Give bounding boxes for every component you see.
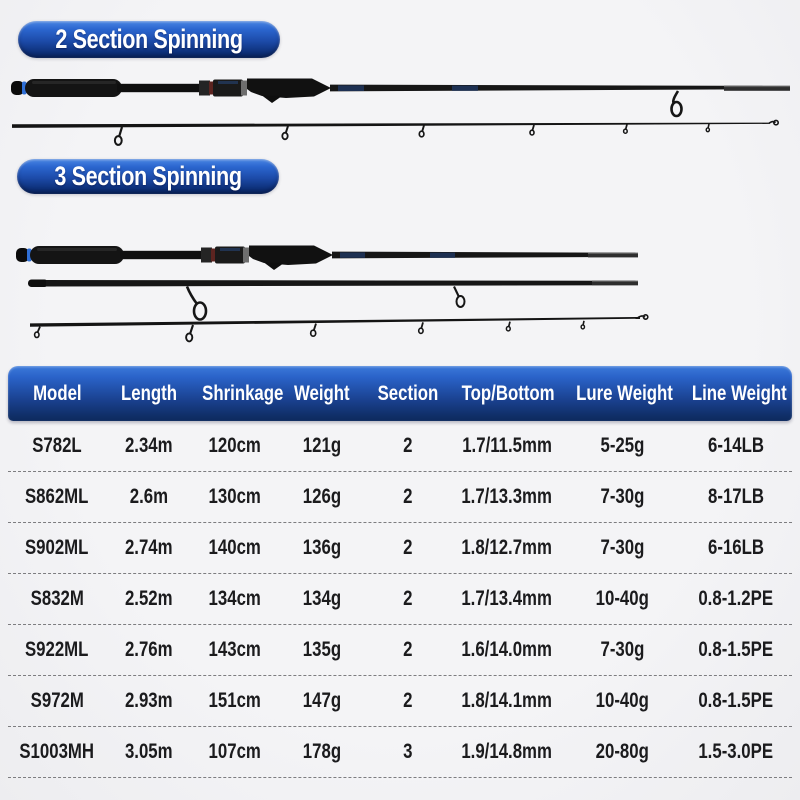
table-cell: 0.8-1.2PE xyxy=(698,587,774,610)
table-cell: 0.8-1.5PE xyxy=(698,638,774,661)
table-cell: 134g xyxy=(302,587,342,610)
rod-3sec-tip-section xyxy=(30,315,648,342)
table-cell: 2 xyxy=(403,587,413,610)
table-cell: 2 xyxy=(403,434,413,457)
badge-2-section-spinning xyxy=(18,21,280,58)
table-cell: S902ML xyxy=(25,536,89,559)
column-header-model: Model xyxy=(32,381,82,405)
table-cell: 5-25g xyxy=(600,434,644,457)
table-row xyxy=(8,421,792,472)
spec-table-header xyxy=(8,366,792,421)
table-row xyxy=(8,523,792,574)
table-cell: 2.74m xyxy=(125,536,173,559)
column-header-length: Length xyxy=(120,381,177,405)
table-cell: S782L xyxy=(32,434,82,457)
rod-photo-3-section xyxy=(0,232,800,347)
column-header-lure-weight: Lure Weight xyxy=(576,381,673,405)
table-cell: 121g xyxy=(302,434,342,457)
table-cell: S922ML xyxy=(25,638,89,661)
table-cell: 136g xyxy=(302,536,342,559)
table-cell: 2.6m xyxy=(129,485,169,508)
rod-2sec-butt-section xyxy=(11,79,790,117)
table-cell: 1.8/12.7mm xyxy=(461,536,553,559)
table-cell: 3 xyxy=(403,740,413,763)
table-cell: S832M xyxy=(30,587,84,610)
table-cell: S972M xyxy=(30,689,84,712)
table-cell: 1.8/14.1mm xyxy=(461,689,553,712)
table-cell: 143cm xyxy=(208,638,262,661)
table-cell: 20-80g xyxy=(595,740,649,763)
table-cell: 10-40g xyxy=(595,587,649,610)
table-cell: 126g xyxy=(302,485,342,508)
table-cell: 1.5-3.0PE xyxy=(698,740,774,763)
table-cell: 2 xyxy=(403,638,413,661)
table-cell: 130cm xyxy=(208,485,262,508)
table-cell: 8-17LB xyxy=(707,485,765,508)
table-cell: 7-30g xyxy=(600,536,644,559)
table-cell: 120cm xyxy=(208,434,262,457)
table-cell: 1.7/13.4mm xyxy=(461,587,553,610)
table-cell: 1.9/14.8mm xyxy=(461,740,553,763)
spec-table xyxy=(8,366,792,778)
column-header-weight: Weight xyxy=(294,381,350,405)
column-header-shrinkage: Shrinkage xyxy=(202,381,284,405)
table-row xyxy=(8,472,792,523)
table-cell: 2.76m xyxy=(125,638,173,661)
table-cell: S1003MH xyxy=(19,740,95,763)
table-cell: 107cm xyxy=(208,740,262,763)
rod-photo-2-section xyxy=(0,62,800,157)
table-cell: 1.6/14.0mm xyxy=(461,638,553,661)
table-row xyxy=(8,676,792,727)
table-cell: 0.8-1.5PE xyxy=(698,689,774,712)
table-cell: 1.7/11.5mm xyxy=(462,434,552,457)
badge-2-section-label: 2 Section Spinning xyxy=(55,24,243,54)
table-cell: 2.52m xyxy=(125,587,173,610)
rod-3sec-butt-section xyxy=(16,246,638,271)
table-cell: 6-14LB xyxy=(707,434,765,457)
rod-2sec-tip-section xyxy=(12,120,778,145)
spec-table-body xyxy=(8,421,792,778)
table-cell: 7-30g xyxy=(600,485,644,508)
table-cell: 134cm xyxy=(208,587,262,610)
table-cell: 3.05m xyxy=(125,740,173,763)
column-header-line-weight: Line Weight xyxy=(691,381,787,405)
table-cell: 151cm xyxy=(208,689,262,712)
table-cell: 6-16LB xyxy=(707,536,765,559)
table-row xyxy=(8,574,792,625)
table-row xyxy=(8,727,792,778)
table-cell: 1.7/13.3mm xyxy=(461,485,553,508)
table-cell: 147g xyxy=(302,689,342,712)
table-cell: 2 xyxy=(403,689,413,712)
table-cell: S862ML xyxy=(25,485,89,508)
table-cell: 2 xyxy=(403,536,413,559)
table-cell: 140cm xyxy=(208,536,262,559)
badge-3-section-spinning xyxy=(17,159,279,194)
table-cell: 2.34m xyxy=(125,434,173,457)
column-header-top-bottom: Top/Bottom xyxy=(461,381,555,405)
table-cell: 2.93m xyxy=(125,689,173,712)
table-cell: 135g xyxy=(302,638,342,661)
table-cell: 2 xyxy=(403,485,413,508)
rod-3sec-middle-section xyxy=(28,280,638,320)
table-cell: 178g xyxy=(302,740,342,763)
table-cell: 7-30g xyxy=(600,638,644,661)
column-header-section: Section xyxy=(377,381,439,405)
table-cell: 10-40g xyxy=(595,689,649,712)
table-row xyxy=(8,625,792,676)
badge-3-section-label: 3 Section Spinning xyxy=(54,161,242,191)
